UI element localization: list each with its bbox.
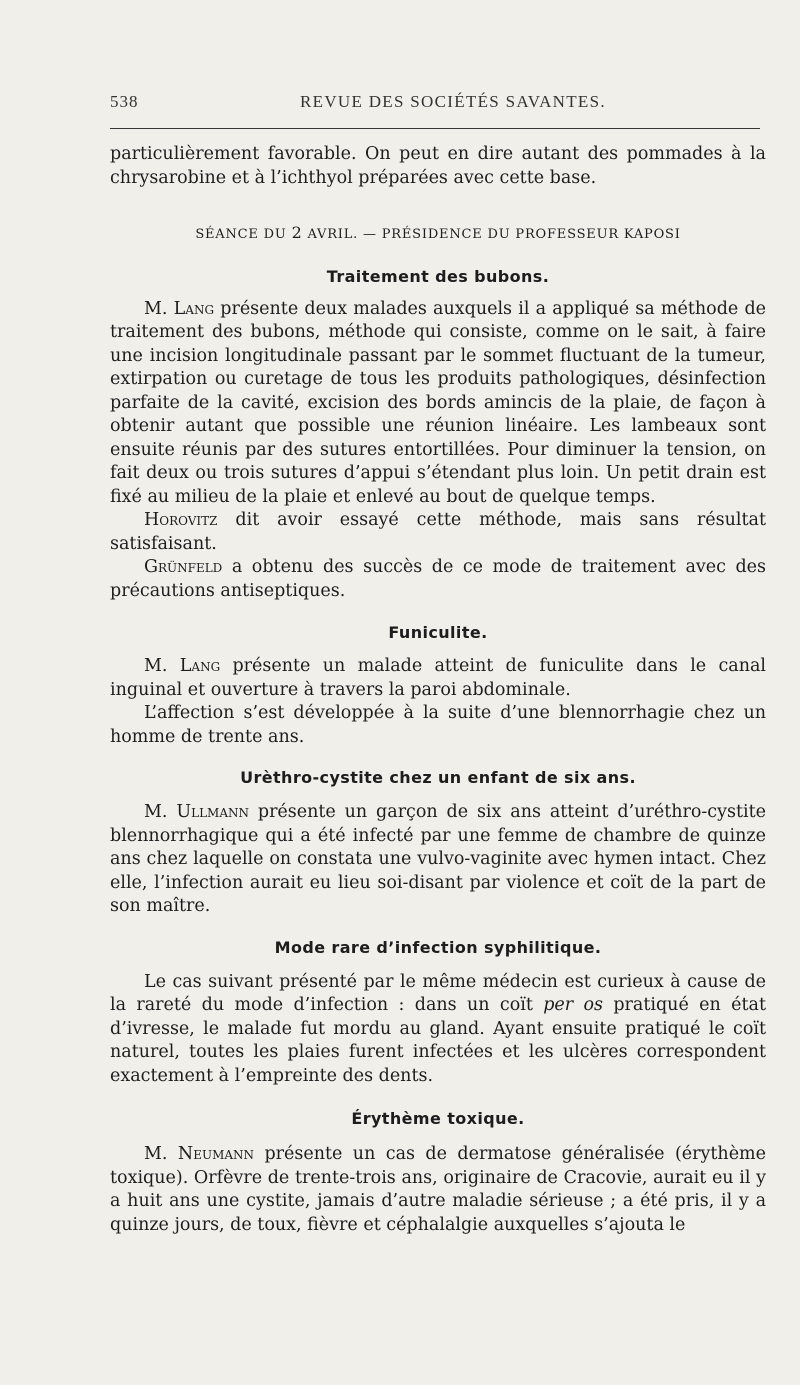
opening-paragraph: particulièrement favorable. On peut en dire autant des pommades à la chrysarobine et à l’ichthyol préparées avec cette base. bbox=[110, 144, 766, 188]
section-title-funiculite: Funiculite. bbox=[388, 623, 488, 642]
author-name: Horovitz bbox=[144, 510, 218, 530]
header-rule bbox=[110, 128, 760, 129]
page bbox=[110, 92, 766, 1237]
paragraph-affection: L’affection s’est développée à la suite d’une blennorrhagie chez un homme de trente ans. bbox=[110, 703, 766, 747]
section-title-infection-syphilitique: Mode rare d’infection syphilitique. bbox=[274, 937, 602, 957]
section-title-urethro-cystite: Urèthro-cystite chez un enfant de six ans. bbox=[240, 768, 636, 787]
paragraph-lang-funiculite: M. Lang présente un malade atteint de funiculite dans le canal inguinal et ouverture à travers la paroi abdominale. bbox=[110, 656, 766, 700]
author-name: M. Lang bbox=[144, 656, 221, 676]
paragraph-neumann: M. Neumann présente un cas de dermatose généralisée (érythème toxique). Orfèvre de trente-trois ans, originaire de Cracovie, aurait eu il y a huit ans une cystite, jamais d’autre maladie sérieuse ; a été pris, il y a quinze jours, de toux, fièvre et céphalalgie auxquelles s’ajouta le bbox=[110, 1144, 767, 1235]
author-name: M. Neumann bbox=[144, 1144, 255, 1164]
page-number: 538 bbox=[110, 92, 139, 111]
paragraph-cas-suivant: Le cas suivant présenté par le même médecin est curieux à cause de la rareté du mode d’infection : dans un coït per os pratiqué en état d’ivresse, le malade fut mordu au gland. Ayant ensuite pratiqué le coït naturel, toutes les plaies furent infectées et les ulcères correspondent exactement à l’empreinte des dents. bbox=[110, 971, 766, 1086]
paragraph-horovitz: Horovitz dit avoir essayé cette méthode, mais sans résultat satisfaisant. bbox=[110, 510, 766, 554]
session-heading: SÉANCE DU 2 AVRIL. — PRÉSIDENCE DU PROFESSEUR KAPOSI bbox=[195, 223, 681, 242]
author-name: M. Ullmann bbox=[144, 802, 249, 822]
paragraph-lang-bubons: M. Lang présente deux malades auxquels il a appliqué sa méthode de traitement des bubons, méthode qui consiste, comme on le sait, à faire une incision longitudinale passant par le sommet fluctuant de la tumeur, extirpation ou curetage de tous les produits pathologiques, désinfection parfaite de la cavité, excision des bords amincis de la plaie, de façon à obtenir autant que possible une réunion linéaire. Les lambeaux sont ensuite réunis par des sutures entortillées. Pour diminuer la tension, on fait deux ou trois sutures d’appui s’étendant plus loin. Un petit drain est fixé au milieu de la plaie et enlevé au bout de quelque temps. bbox=[110, 298, 767, 507]
running-header bbox=[110, 92, 766, 120]
paragraph-grunfeld: Grünfeld a obtenu des succès de ce mode de traitement avec des précautions antiseptiques. bbox=[110, 557, 766, 601]
author-name: Grünfeld bbox=[144, 557, 223, 577]
section-title-erytheme: Érythème toxique. bbox=[351, 1109, 525, 1128]
section-title-bubons: Traitement des bubons. bbox=[326, 266, 550, 286]
running-title: REVUE DES SOCIÉTÉS SAVANTES. bbox=[300, 92, 606, 111]
author-name: M. Lang bbox=[144, 298, 215, 319]
paragraph-ullmann: M. Ullmann présente un garçon de six ans atteint d’uréthro-cystite blennorrhagique qui a été infecté par une femme de chambre de quinze ans chez laquelle on constata une vulvo-vaginite avec hymen intact. Chez elle, l’infection aurait eu lieu soi-disant par violence et coït de la part de son maître. bbox=[110, 802, 766, 916]
